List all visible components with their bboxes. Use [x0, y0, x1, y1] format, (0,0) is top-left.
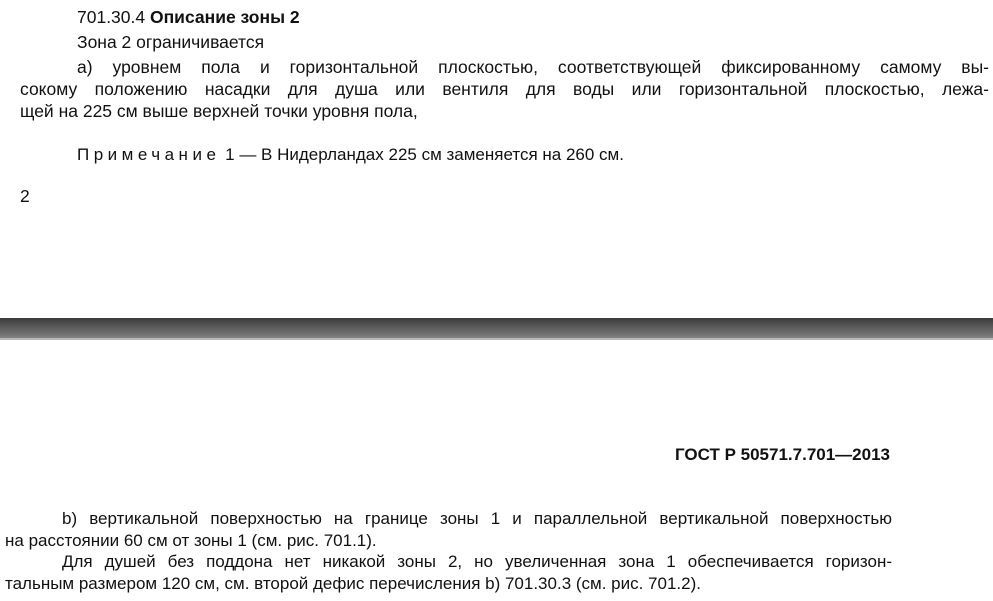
section-number: 701.30.4 — [77, 7, 146, 27]
document-header-code: ГОСТ Р 50571.7.701—2013 — [674, 445, 890, 464]
section-title: Описание зоны 2 — [150, 7, 300, 27]
zone-intro: Зона 2 ограничивается — [77, 32, 265, 52]
note — [77, 144, 624, 166]
paragraph-line-2: тальным размером 120 см, см. второй дефис перечисления b) 701.30.3 (см. рис. 701.2). — [5, 574, 701, 593]
item-b-line-1: b) вертикальной поверхностью на границе зоны 1 и параллельной вертикальной поверхностью — [62, 509, 892, 528]
note-text: 1 — В Нидерландах 225 см заменяется на 260 см. — [225, 145, 624, 164]
item-a-line-3: щей на 225 см выше верхней точки уровня пола, — [20, 101, 418, 121]
page-number: 2 — [20, 186, 30, 206]
paragraph-line-1: Для душей без поддона нет никакой зоны 2, но увеличенная зона 1 обеспечивается горизон- — [62, 552, 892, 571]
page-separator — [0, 318, 993, 340]
item-a-line-2: сокому положению насадки для душа или вентиля для воды или горизонтальной плоскостью, лежа- — [20, 79, 989, 99]
document-page-bottom — [0, 340, 993, 601]
item-a-line-1: а) уровнем пола и горизонтальной плоскостью, соответствующей фиксированному самому вы- — [77, 57, 989, 77]
note-label: Примечание — [77, 145, 221, 164]
item-b-line-2: на расстоянии 60 см от зоны 1 (см. рис. 701.1). — [5, 531, 377, 550]
section-heading — [77, 6, 300, 28]
